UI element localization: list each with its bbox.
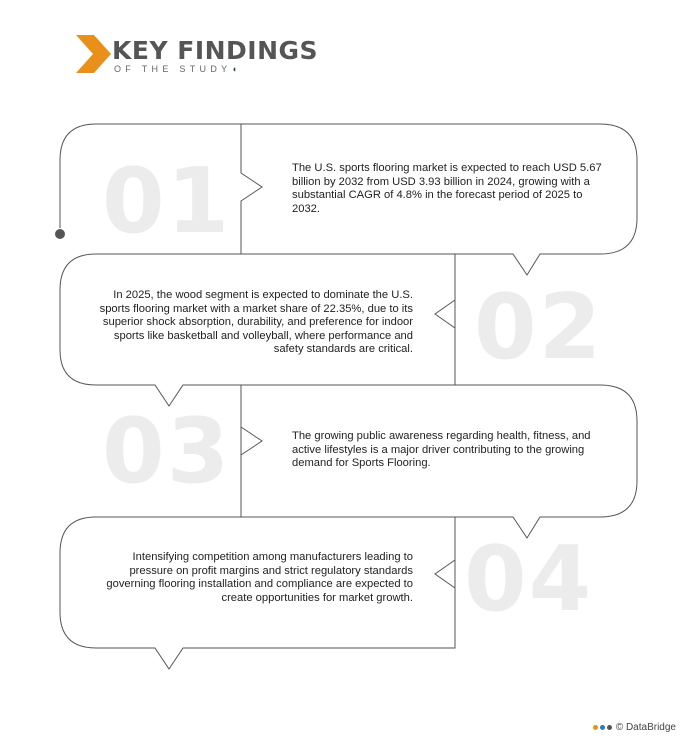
footer-brand — [593, 722, 676, 733]
finding-text-4: Intensifying competition among manufacturers leading to pressure on profit margins and strict regulatory standards governing flooring installation and compliance are expected to create opportunities for market growth. — [106, 551, 413, 604]
box-3-notch — [241, 427, 262, 455]
finding-text-1: The U.S. sports flooring market is expected to reach USD 5.67 billion by 2032 from USD 3.93 billion in 2024, growing with a substantial CAGR of 4.8% in the forecast period of 2025 to 2032. — [292, 162, 602, 215]
brand-dots-icon — [593, 725, 612, 730]
start-dot — [55, 229, 65, 239]
finding-text-3: The growing public awareness regarding health, fitness, and active lifestyles is a major driver contributing to the growing demand for Sports Flooring. — [292, 430, 591, 470]
page-title: KEY FINDINGS — [112, 36, 319, 65]
finding-number-4: 04 — [464, 527, 594, 632]
finding-number-1: 01 — [102, 149, 232, 254]
finding-text-2: In 2025, the wood segment is expected to dominate the U.S. sports flooring market with a market share of 22.35%, due to its superior shock absorption, durability, and preference for indoor sports like basketball and volleyball, where performance and safety standards are critical. — [99, 289, 413, 356]
box-1-divider — [241, 124, 262, 254]
brand-label: © DataBridge — [615, 722, 676, 733]
box-2-notch — [435, 300, 455, 328]
page-subtitle: OF THE STUDY◖ — [114, 64, 237, 74]
box-4-notch — [435, 560, 455, 588]
finding-number-2: 02 — [474, 275, 604, 380]
crescent-icon: ◖ — [231, 64, 237, 74]
brand-dot — [600, 725, 605, 730]
finding-number-3: 03 — [102, 399, 232, 504]
brand-dot — [593, 725, 598, 730]
brand-dot — [607, 725, 612, 730]
